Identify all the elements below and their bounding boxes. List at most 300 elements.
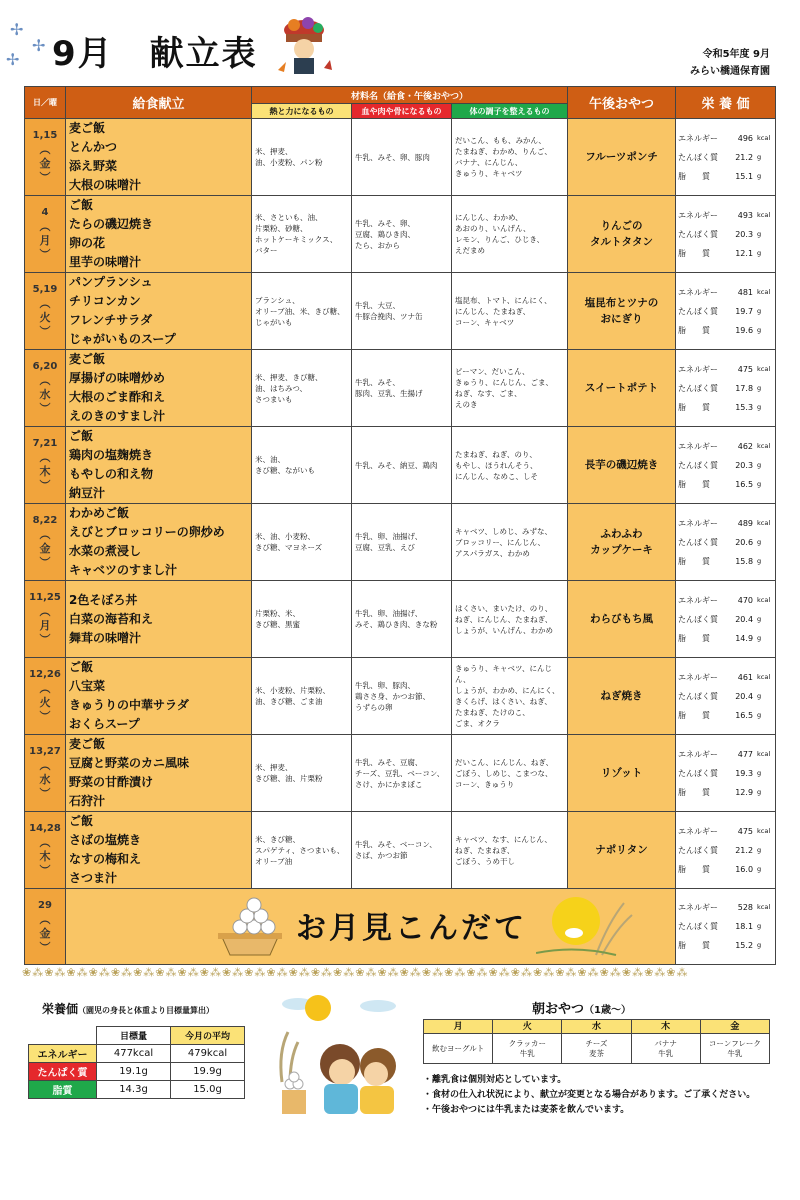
nutrition-fat-label: 脂 質: [678, 325, 711, 335]
energy-food-cell: 片栗粉、米、 きび糖、黒蜜: [252, 581, 352, 658]
weekday: 月: [39, 619, 51, 632]
date-number: 1,15: [32, 130, 58, 141]
morning-snack-day-header: 金: [700, 1020, 769, 1034]
date-tilde: ︶: [39, 556, 51, 569]
nutrition-fat-row: [678, 398, 773, 417]
dish-item: ご飯: [69, 198, 94, 212]
nutrition-energy-label: エネルギー: [678, 441, 719, 451]
nutrition-protein-label: たんぱく質: [678, 383, 719, 393]
dish-item: 麦ご飯: [69, 352, 106, 366]
nutrition-energy-unit: kcal: [757, 518, 771, 527]
nutrition-protein-row: [678, 533, 773, 552]
weekday: 木: [39, 850, 51, 863]
target-header: 目標量: [97, 1027, 171, 1045]
nutrition-fat-value: 12.1: [735, 248, 754, 258]
nutrition-cell: [676, 812, 776, 889]
weekday: 火: [39, 311, 51, 324]
nutrition-fat-row: [678, 936, 773, 955]
date-tilde: ︶: [39, 787, 51, 800]
nutrition-protein-row: [678, 148, 773, 167]
nutrition-fat-unit: g: [757, 633, 762, 642]
date-tilde: ︶: [39, 325, 51, 338]
afternoon-snack-cell: スイートポテト: [568, 350, 676, 427]
nutrition-fat-row: [678, 706, 773, 725]
energy-food-cell: 米、さといも、油、 片栗粉、砂糖、 ホットケーキミックス、 バター: [252, 196, 352, 273]
body-group-header: 血や肉や骨になるもの: [352, 104, 452, 119]
energy-food-cell: 米、きび糖、 スパゲティ、さつまいも、 オリーブ油: [252, 812, 352, 889]
condition-group-header: 体の調子を整えるもの: [452, 104, 568, 119]
nutrition-fat-label: 脂 質: [678, 479, 711, 489]
morning-snack-body-row: [424, 1034, 770, 1064]
dish-item: 厚揚げの味噌炒め: [69, 371, 166, 385]
nutrition-cell: [676, 119, 776, 196]
weekday: 金: [39, 157, 51, 170]
nutrition-protein-value: 20.3: [735, 229, 754, 239]
condition-food-cell: きゅうり、キャベツ、にんじ ん、 しょうが、わかめ、にんにく、 きくらげ、はくさい、ねぎ、 たまねぎ、たけのこ、 ごま、オクラ: [452, 658, 568, 735]
condition-food-cell: ピーマン、だいこん、 きゅうり、にんじん、ごま、 ねぎ、なす、ごま、 えのき: [452, 350, 568, 427]
date-tilde: ︵: [39, 528, 51, 541]
nutrition-energy-value: 528: [737, 903, 754, 912]
dish-item: 舞茸の味噌汁: [69, 630, 142, 645]
nutrition-energy-row: [678, 206, 773, 225]
nutrition-fat-row: [678, 244, 773, 263]
nutrition-fat-value: 16.5: [735, 710, 754, 720]
nutrition-fat-label: 脂 質: [678, 402, 711, 412]
menu-table: [24, 86, 776, 965]
nutrition-energy-value: 475: [737, 364, 754, 374]
decorative-border: ❀⁂❀⁂❀⁂❀⁂❀⁂❀⁂❀⁂❀⁂❀⁂❀⁂❀⁂❀⁂❀⁂❀⁂❀⁂❀⁂❀⁂❀⁂❀⁂❀⁂❀⁂❀⁂❀⁂❀⁂❀⁂❀⁂❀⁂❀⁂❀⁂❀⁂: [22, 966, 689, 979]
nutrition-energy-row: [678, 437, 773, 456]
morning-snack-heading: 朝おやつ: [532, 1002, 585, 1017]
nutrition-energy-unit: kcal: [757, 364, 771, 373]
nutrition-protein-value: 20.3: [735, 460, 754, 470]
nutrition-energy-unit: kcal: [757, 441, 771, 450]
table-row: [25, 735, 776, 812]
body-food-cell: 牛乳、みそ、卵、 豆腐、鶏ひき肉、 たら、おから: [352, 196, 452, 273]
morning-snack-item: チーズ 麦茶: [562, 1034, 631, 1064]
afternoon-snack-cell: ふわふわ カップケーキ: [568, 504, 676, 581]
page-header: [0, 0, 800, 85]
menu-cell: [66, 581, 252, 658]
dish-item: 鶏肉の塩麹焼き: [69, 448, 154, 462]
nutrition-energy-unit: kcal: [757, 903, 771, 911]
nutrition-fat-row: [678, 167, 773, 186]
average-value: 19.9g: [171, 1063, 245, 1081]
nutrition-fat-row: [678, 475, 773, 494]
nutrition-protein-unit: g: [757, 768, 762, 777]
morning-snack-item: コーンフレーク 牛乳: [700, 1034, 769, 1064]
date-tilde: ︶: [39, 710, 51, 723]
dish-item: フレンチサラダ: [69, 313, 153, 327]
nutrition-protein-label: たんぱく質: [678, 152, 719, 162]
nutrition-energy-label: エネルギー: [678, 749, 719, 759]
nutrition-fat-row: [678, 552, 773, 571]
afternoon-snack-cell: りんごの タルトタタン: [568, 196, 676, 273]
menu-cell: [66, 350, 252, 427]
school-info: [690, 46, 770, 80]
nutrition-fat-unit: g: [757, 479, 762, 488]
dragonfly-icon: ✢: [10, 20, 24, 39]
date-tilde: ︶: [39, 248, 51, 261]
morning-snack-item: 飲むヨーグルト: [424, 1034, 493, 1064]
condition-food-cell: たまねぎ、ねぎ、のり、 もやし、ほうれんそう、 にんじん、なめこ、しそ: [452, 427, 568, 504]
nutrition-fat-value: 16.0: [735, 864, 754, 874]
nutrition-fat-unit: g: [757, 171, 762, 180]
nutrition-protein-unit: g: [757, 537, 762, 546]
nutrition-protein-unit: g: [757, 152, 762, 161]
note-line: ・食材の仕入れ状況により、献立が変更となる場合があります。ご了承ください。: [423, 1090, 756, 1100]
nutrition-energy-value: 470: [737, 595, 754, 605]
menu-cell: [66, 812, 252, 889]
nutrition-fat-row: [678, 860, 773, 879]
date-number: 8,22: [32, 515, 58, 526]
nutrition-fat-unit: g: [757, 787, 762, 796]
date-number: 5,19: [32, 284, 58, 295]
nutrition-protein-label: たんぱく質: [678, 768, 719, 778]
date-tilde: ︵: [39, 836, 51, 849]
nutrition-fat-label: 脂 質: [678, 633, 711, 643]
condition-food-cell: だいこん、もも、みかん、 たまねぎ、わかめ、りんご、 バナナ、にんじん、 きゅうり、キャベツ: [452, 119, 568, 196]
average-value: 479kcal: [171, 1045, 245, 1063]
body-food-cell: 牛乳、卵、豚肉、 鶏ささ身、かつお節、 うずらの卵: [352, 658, 452, 735]
date-number: 13,27: [29, 746, 61, 757]
dish-item: 卵の花: [69, 236, 106, 250]
average-value: 15.0g: [171, 1081, 245, 1099]
date-cell: [25, 658, 66, 735]
weekday: 水: [39, 388, 51, 401]
nutrition-summary-body: [29, 1045, 245, 1099]
nutrition-fat-unit: g: [757, 248, 762, 257]
nutrition-fat-value: 14.9: [735, 633, 754, 643]
average-header: 今月の平均: [171, 1027, 245, 1045]
dish-item: 麦ご飯: [69, 737, 106, 751]
nutrition-energy-row: [678, 745, 773, 764]
condition-food-cell: キャベツ、しめじ、みずな、 ブロッコリー、にんじん、 アスパラガス、わかめ: [452, 504, 568, 581]
nutrition-protein-row: [678, 841, 773, 860]
nutrition-fat-label: 脂 質: [678, 864, 711, 874]
nutrition-fat-value: 12.9: [735, 787, 754, 797]
nutrition-energy-label: エネルギー: [678, 595, 719, 605]
nutrition-fat-value: 19.6: [735, 325, 754, 335]
nutrition-fat-value: 15.1: [735, 171, 754, 181]
condition-food-cell: だいこん、にんじん、ねぎ、 ごぼう、しめじ、こまつな、 コーン、きゅうり: [452, 735, 568, 812]
nutrition-energy-value: 462: [737, 441, 754, 451]
dish-item: とんかつ: [69, 140, 118, 154]
dish-item: 納豆汁: [69, 486, 106, 500]
nutrition-energy-label: エネルギー: [678, 903, 719, 912]
weekday: 木: [39, 465, 51, 478]
table-row: [25, 658, 776, 735]
afternoon-snack-cell: わらびもち風: [568, 581, 676, 658]
nutrition-protein-label: たんぱく質: [678, 614, 719, 624]
dragonfly-icon: ✢: [32, 36, 46, 55]
nutrition-protein-value: 20.6: [735, 537, 754, 547]
nutrition-protein-value: 17.8: [735, 383, 754, 393]
nutrition-energy-row: [678, 283, 773, 302]
nutrition-protein-unit: g: [757, 460, 762, 469]
school-name: みらい橋通保育園: [690, 66, 770, 77]
note-line: ・離乳食は個別対応としています。: [423, 1075, 567, 1085]
morning-snack-table: [423, 1019, 770, 1064]
nutrition-protein-value: 19.7: [735, 306, 754, 316]
table-row: [25, 581, 776, 658]
nutrition-protein-label: たんぱく質: [678, 537, 719, 547]
dish-item: なすの梅和え: [69, 852, 142, 866]
energy-food-cell: 米、油、 きび糖、ながいも: [252, 427, 352, 504]
dish-item: 野菜の甘酢漬け: [69, 775, 154, 789]
nutrition-protein-unit: g: [757, 845, 762, 854]
body-food-cell: 牛乳、みそ、豆腐、 チーズ、豆乳、ベーコン、 さけ、かにかまぼこ: [352, 735, 452, 812]
nutrition-protein-unit: g: [757, 922, 762, 930]
date-tilde: ︶: [39, 633, 51, 646]
nutrition-cell: [676, 658, 776, 735]
nutrient-label: たんぱく質: [29, 1063, 97, 1081]
date-number: 29: [38, 899, 52, 911]
nutrition-energy-row: [678, 360, 773, 379]
target-value: 19.1g: [97, 1063, 171, 1081]
nutrition-protein-value: 21.2: [735, 152, 754, 162]
condition-food-cell: 塩昆布、トマト、にんにく、 にんじん、たまねぎ、 コーン、キャベツ: [452, 273, 568, 350]
menu-cell: [66, 273, 252, 350]
nutrition-header: 栄 養 価: [676, 87, 776, 119]
date-cell: [25, 889, 66, 965]
weekday: 金: [39, 926, 51, 940]
moon-viewing-kids-illustration: [268, 992, 408, 1120]
date-tilde: ︶: [39, 940, 51, 954]
date-tilde: ︵: [39, 297, 51, 310]
dish-item: チリコンカン: [69, 294, 141, 308]
dish-item: えのきのすまし汁: [69, 409, 166, 423]
nutrition-fat-label: 脂 質: [678, 787, 711, 797]
nutrition-protein-unit: g: [757, 691, 762, 700]
nutrition-energy-value: 461: [737, 672, 754, 682]
nutrition-fat-row: [678, 321, 773, 340]
morning-snack-age: （1歳～）: [584, 1005, 631, 1016]
afternoon-snack-cell: ねぎ焼き: [568, 658, 676, 735]
nutrition-fat-label: 脂 質: [678, 556, 711, 566]
dish-item: 白菜の海苔和え: [69, 611, 154, 626]
nutrition-fat-unit: g: [757, 402, 762, 411]
table-row: [25, 504, 776, 581]
dish-item: ご飯: [69, 660, 94, 674]
nutrition-fat-unit: g: [757, 864, 762, 873]
moon-rabbit-icon: [536, 893, 636, 959]
energy-food-cell: 米、押麦、きび糖、 油、はちみつ、 さつまいも: [252, 350, 352, 427]
nutrition-protein-label: たんぱく質: [678, 922, 719, 931]
nutrition-energy-row: [678, 514, 773, 533]
notes: [423, 1073, 755, 1118]
ingredients-header: 材料名（給食・午後おやつ）: [252, 87, 568, 104]
date-tilde: ︵: [39, 682, 51, 695]
menu-header: 給食献立: [66, 87, 252, 119]
date-cell: [25, 119, 66, 196]
dish-item: たらの磯辺焼き: [69, 217, 154, 231]
nutrition-protein-label: たんぱく質: [678, 306, 719, 316]
dish-item: 八宝菜: [69, 679, 106, 693]
nutrition-energy-value: 477: [737, 749, 754, 759]
dish-item: 里芋の味噌汁: [69, 255, 142, 269]
nutrition-protein-unit: g: [757, 229, 762, 238]
nutrition-protein-label: たんぱく質: [678, 691, 719, 701]
nutrition-protein-row: [678, 379, 773, 398]
nutrition-energy-unit: kcal: [757, 826, 771, 835]
energy-food-cell: 米、油、小麦粉、 きび糖、マヨネーズ: [252, 504, 352, 581]
nutrition-cell: [676, 427, 776, 504]
weekday: 月: [39, 234, 51, 247]
nutrition-energy-unit: kcal: [757, 672, 771, 681]
dish-item: おくらスープ: [69, 717, 140, 731]
nutrition-fat-label: 脂 質: [678, 171, 711, 181]
menu-cell: [66, 196, 252, 273]
date-number: 4: [41, 207, 49, 218]
date-number: 12,26: [29, 669, 61, 680]
moon-viewing-cell: [66, 889, 676, 965]
table-row: [25, 273, 776, 350]
dish-item: 大根のごま酢和え: [69, 390, 166, 404]
nutrition-energy-label: エネルギー: [678, 210, 719, 220]
energy-food-cell: ブランシュ、 オリーブ油、米、きび糖、 じゃがいも: [252, 273, 352, 350]
morning-snack-header-row: [424, 1020, 770, 1034]
dish-item: じゃがいものスープ: [69, 332, 176, 346]
menu-cell: [66, 658, 252, 735]
morning-snack-item: バナナ 牛乳: [631, 1034, 700, 1064]
energy-food-cell: 米、小麦粉、片栗粉、 油、きび糖、ごま油: [252, 658, 352, 735]
nutrition-energy-label: エネルギー: [678, 133, 719, 143]
nutrition-energy-row: [678, 129, 773, 148]
menu-cell: [66, 504, 252, 581]
nutrition-fat-value: 15.3: [735, 402, 754, 412]
date-tilde: ︵: [39, 759, 51, 772]
nutrition-cell: [676, 735, 776, 812]
nutrition-energy-unit: kcal: [757, 287, 771, 296]
menu-cell: [66, 427, 252, 504]
nutrition-protein-value: 20.4: [735, 691, 754, 701]
nutrient-label: エネルギー: [29, 1045, 97, 1063]
nutrition-cell: [676, 196, 776, 273]
dish-item: 麦ご飯: [69, 121, 106, 135]
condition-food-cell: にんじん、わかめ、 あおのり、いんげん、 レモン、りんご、ひじき、 えだまめ: [452, 196, 568, 273]
morning-snack-day-header: 木: [631, 1020, 700, 1034]
empty-cell: [29, 1027, 97, 1045]
table-row: [25, 812, 776, 889]
target-value: 14.3g: [97, 1081, 171, 1099]
weekday: 水: [39, 773, 51, 786]
nutrition-cell: [676, 581, 776, 658]
morning-snack-day-header: 月: [424, 1020, 493, 1034]
nutrition-summary-row: [29, 1063, 245, 1081]
body-food-cell: 牛乳、みそ、卵、豚肉: [352, 119, 452, 196]
nutrition-energy-label: エネルギー: [678, 826, 719, 836]
nutrition-energy-unit: kcal: [757, 595, 771, 604]
table-row: [25, 196, 776, 273]
dish-item: もやしの和え物: [69, 467, 154, 481]
nutrition-protein-row: [678, 225, 773, 244]
page-title: 9月 献立表: [52, 34, 258, 74]
date-cell: [25, 273, 66, 350]
date-tilde: ︵: [39, 374, 51, 387]
date-tilde: ︶: [39, 479, 51, 492]
nutrition-fat-label: 脂 質: [678, 248, 711, 258]
nutrition-energy-label: エネルギー: [678, 518, 719, 528]
dish-item: えびとブロッコリーの卵炒め: [69, 525, 225, 539]
nutrition-fat-unit: g: [757, 941, 762, 949]
date-cell: [25, 427, 66, 504]
note-line: ・午後おやつには牛乳または麦茶を飲んでいます。: [423, 1105, 630, 1115]
nutrition-energy-unit: kcal: [757, 210, 771, 219]
nutrition-energy-label: エネルギー: [678, 672, 719, 682]
date-tilde: ︵: [39, 143, 51, 156]
nutrition-protein-value: 21.2: [735, 845, 754, 855]
dish-item: 水菜の煮浸し: [69, 544, 142, 558]
condition-food-cell: キャベツ、なす、にんじん、 ねぎ、たまねぎ、 ごぼう、うめ干し: [452, 812, 568, 889]
dish-item: パンプランシュ: [69, 275, 153, 289]
body-food-cell: 牛乳、みそ、ベーコン、 さば、かつお節: [352, 812, 452, 889]
nutrition-protein-row: [678, 302, 773, 321]
nutrition-fat-value: 15.2: [735, 941, 754, 950]
snack-header: 午後おやつ: [568, 87, 676, 119]
afternoon-snack-cell: 長芋の磯辺焼き: [568, 427, 676, 504]
nutrition-protein-unit: g: [757, 383, 762, 392]
nutrition-summary-note: （園児の身長と体重より目標量算出）: [78, 1006, 215, 1015]
nutrition-protein-row: [678, 764, 773, 783]
table-row: [25, 350, 776, 427]
moon-viewing-title: お月見こんだて: [296, 911, 527, 946]
nutrition-fat-row: [678, 783, 773, 802]
nutrition-energy-row: [678, 668, 773, 687]
nutrition-summary-row: [29, 1081, 245, 1099]
energy-food-cell: 米、押麦、 油、小麦粉、パン粉: [252, 119, 352, 196]
nutrition-protein-label: たんぱく質: [678, 460, 719, 470]
nutrition-protein-label: たんぱく質: [678, 845, 719, 855]
dish-item: さつま汁: [69, 871, 118, 885]
nutrition-protein-value: 18.1: [735, 922, 754, 931]
date-header: 日／曜: [25, 87, 66, 119]
nutrition-energy-value: 493: [737, 210, 754, 220]
nutrition-cell: [676, 350, 776, 427]
date-cell: [25, 196, 66, 273]
dish-item: ご飯: [69, 429, 94, 443]
nutrition-energy-row: [678, 591, 773, 610]
weekday: 火: [39, 696, 51, 709]
nutrition-fat-value: 15.8: [735, 556, 754, 566]
nutrition-energy-value: 496: [737, 133, 754, 143]
date-tilde: ︶: [39, 171, 51, 184]
energy-group-header: 熱と力になるもの: [252, 104, 352, 119]
body-food-cell: 牛乳、大豆、 牛豚合挽肉、ツナ缶: [352, 273, 452, 350]
menu-cell: [66, 119, 252, 196]
nutrition-summary-heading: 栄養価: [42, 1002, 79, 1016]
nutrition-protein-unit: g: [757, 614, 762, 623]
target-value: 477kcal: [97, 1045, 171, 1063]
date-cell: [25, 812, 66, 889]
nutrition-energy-value: 481: [737, 287, 754, 297]
afternoon-snack-cell: フルーツポンチ: [568, 119, 676, 196]
nutrition-fat-label: 脂 質: [678, 941, 711, 950]
dish-item: ご飯: [69, 814, 94, 828]
date-tilde: ︵: [39, 912, 51, 926]
nutrition-fat-label: 脂 質: [678, 710, 711, 720]
date-tilde: ︶: [39, 402, 51, 415]
nutrition-cell: [676, 273, 776, 350]
table-row: [25, 119, 776, 196]
nutrition-energy-label: エネルギー: [678, 287, 719, 297]
tsukimi-dango-icon: [218, 897, 282, 957]
date-cell: [25, 504, 66, 581]
nutrition-energy-row: [678, 898, 773, 917]
nutrition-fat-row: [678, 629, 773, 648]
date-tilde: ︵: [39, 605, 51, 618]
dish-item: 石狩汁: [69, 794, 106, 808]
